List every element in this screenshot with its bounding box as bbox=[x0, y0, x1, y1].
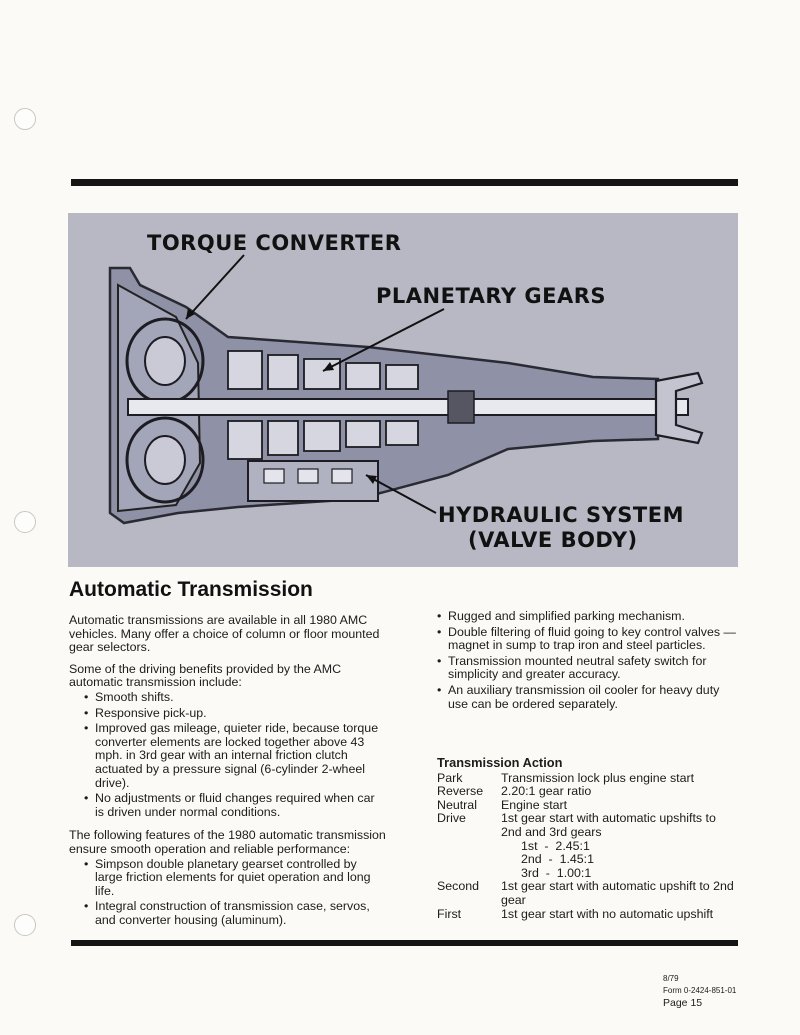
binder-hole-middle bbox=[14, 511, 36, 533]
gear-description: 2.20:1 gear ratio bbox=[501, 784, 592, 799]
list-item: • Simpson double planetary gearset controlled by large friction elements for quiet operation and long life. bbox=[95, 858, 387, 899]
table-row bbox=[437, 880, 737, 907]
page-number: Page 15 bbox=[663, 997, 703, 1009]
gear-term: Second bbox=[437, 879, 480, 894]
gear-term: Park bbox=[437, 770, 463, 785]
footer-date: 8/79 bbox=[663, 974, 679, 983]
gear-term: Reverse bbox=[437, 784, 484, 799]
gear-term: Drive bbox=[437, 811, 466, 826]
table-row bbox=[437, 772, 737, 786]
transmission-action-title: Transmission Action bbox=[437, 755, 563, 770]
benefits-lead: Some of the driving benefits provided by the AMC automatic transmission include: bbox=[69, 661, 342, 690]
footer-form-number: Form 0-2424-851-01 bbox=[663, 986, 737, 995]
gear-description: 1st gear start with automatic upshift to 2nd gear bbox=[501, 879, 734, 907]
table-row bbox=[437, 785, 737, 799]
list-item: • An auxiliary transmission oil cooler for heavy duty use can be ordered separately. bbox=[448, 684, 737, 711]
gear-description: 1st gear start with no automatic upshift bbox=[501, 906, 714, 921]
article-title: Automatic Transmission bbox=[69, 578, 313, 601]
gear-term: First bbox=[437, 906, 462, 921]
top-rule bbox=[71, 179, 738, 186]
gear-ratio: 2nd - 1.45:1 bbox=[521, 852, 595, 867]
table-row bbox=[437, 812, 737, 880]
left-column bbox=[69, 614, 387, 937]
binder-hole-top bbox=[14, 108, 36, 130]
list-item: • Double filtering of fluid going to key control valves — magnet in sump to trap iron and steel particles. bbox=[448, 626, 737, 653]
gear-ratio: 1st - 2.45:1 bbox=[521, 838, 590, 853]
gear-description bbox=[501, 812, 737, 880]
gear-description: Engine start bbox=[501, 797, 568, 812]
list-item: • Rugged and simplified parking mechanism. bbox=[448, 610, 737, 624]
gear-term: Neutral bbox=[437, 797, 477, 812]
transmission-cutaway-figure bbox=[68, 213, 738, 567]
benefits-list bbox=[69, 691, 387, 819]
features-lead: The following features of the 1980 automatic transmission ensure smooth operation and reliable performance: bbox=[69, 828, 386, 856]
gear-description: Transmission lock plus engine start bbox=[501, 770, 695, 785]
right-column bbox=[437, 610, 737, 721]
binder-hole-bottom bbox=[14, 914, 36, 936]
page-footer bbox=[663, 973, 736, 1009]
valve-body-label: (VALVE BODY) bbox=[468, 528, 638, 552]
bottom-rule bbox=[71, 940, 738, 946]
planetary-gears-label: PLANETARY GEARS bbox=[376, 284, 607, 308]
features-list-part1 bbox=[69, 858, 387, 928]
torque-converter-label: TORQUE CONVERTER bbox=[147, 231, 402, 255]
list-item: • Improved gas mileage, quieter ride, because torque converter elements are locked together above 43 mph. in 3rd gear with an internal friction clutch actuated by a pressure signal (6-cylinder 2-wheel drive). bbox=[95, 722, 387, 790]
features-list-part2 bbox=[437, 610, 737, 711]
intro-paragraph: Automatic transmissions are available in all 1980 AMC vehicles. Many offer a choice of column or floor mounted gear selectors. bbox=[69, 613, 380, 655]
gear-ratio: 3rd - 1.00:1 bbox=[521, 865, 592, 880]
table-row bbox=[437, 908, 737, 922]
list-item: • Responsive pick-up. bbox=[95, 707, 387, 721]
hydraulic-system-label: HYDRAULIC SYSTEM bbox=[438, 503, 684, 527]
list-item: • Integral construction of transmission case, servos, and converter housing (aluminum). bbox=[95, 900, 387, 927]
drive-description-text: 1st gear start with automatic upshifts to 2nd and 3rd gears bbox=[501, 811, 716, 839]
table-row bbox=[437, 799, 737, 813]
list-item: • No adjustments or fluid changes required when car is driven under normal conditions. bbox=[95, 792, 387, 819]
list-item: • Transmission mounted neutral safety switch for simplicity and greater accuracy. bbox=[448, 655, 737, 682]
list-item: • Smooth shifts. bbox=[95, 691, 387, 705]
transmission-action-table bbox=[437, 756, 737, 921]
